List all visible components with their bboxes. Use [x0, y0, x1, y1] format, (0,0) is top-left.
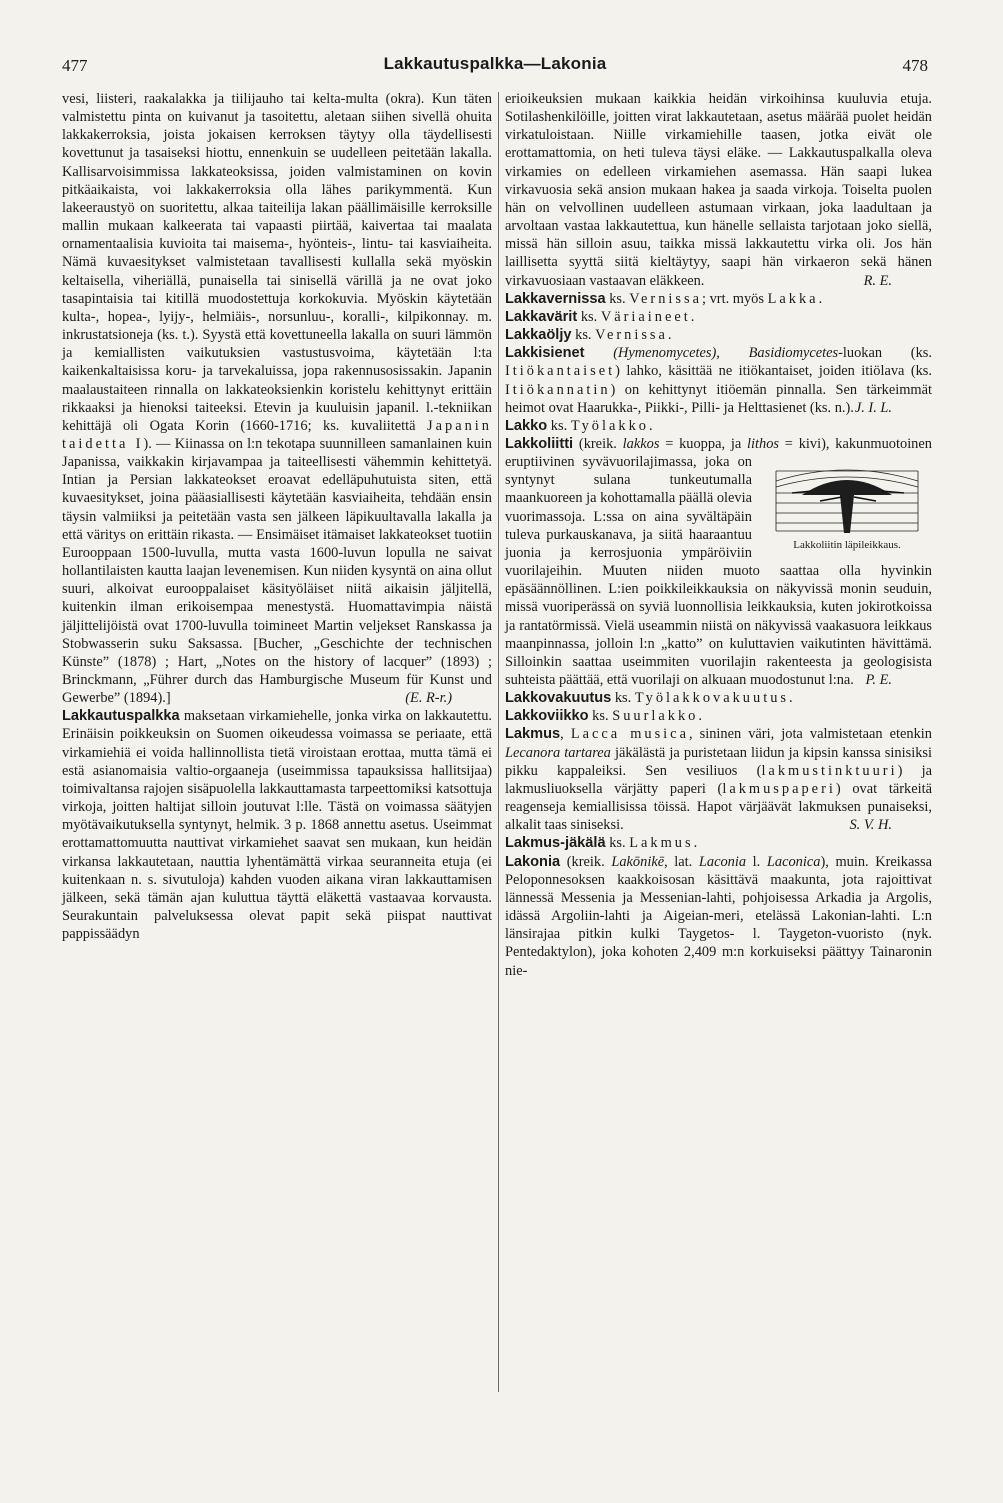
entry-lakko: Lakko ks. Työlakko.	[505, 417, 653, 434]
signature: P. E.	[865, 672, 892, 688]
entry-lakmus: Lakmus, Lacca musica, sininen väri, jota valmistetaan etenkin Lecanora tartarea jäkälästä ja puristetaan liidun ja kipsin kanssa sinisiksi pikku kappaleiksi. Sen vesiliuos (lakmustinktuuri) ja lakmusliuoksella värjätty paperi (lakmuspaperi) ovat tärkeitä reagenseja kemiallisissa töissä. Hapot värjäävät lakmuksen punaiseksi, alkalit taas siniseksi. S. V. H.	[505, 726, 933, 834]
left-column	[62, 90, 492, 943]
running-title: Lakkautuspalkka—Lakonia	[383, 54, 607, 73]
entry-lakmus-jakala: Lakmus-jäkälä ks. Lakmus.	[505, 835, 698, 852]
signature: (E. R-r.)	[405, 690, 452, 707]
laccolith-cross-section-illustration	[772, 457, 922, 535]
entry-lakkavernissa: Lakkavernissa ks. Vernissa; vrt. myös Lakka.	[505, 290, 823, 307]
entry-lakkoliitti: Lakkoliitti (kreik. lakkos = kuoppa, ja lithos Lakkoliitin läpileikkaus. = kivi), kakunmuotoinen eruptiivinen syvävuorilajimassa, joka on syntynyt sulana tunkeutumalla maankuoreen ja kohottamalla päällä olevia vuorimassoja. L:ssa on aina syvältäpäin tuleva purkauskanava, ja siitä haaraantuu juonia ja kerrosjuonia ympäröiviin vuorilajeihin. Muuten niiden muoto saattaa olla hyvinkin epäsäännöllinen. L:ien poikkileikkauksia on näkyvissä monin seuduin, missä vuoriperässä on syviä luonnollisia leikkauksia, kuten jokirotkoissa ja rantatörmissä. Vielä useammin niistä on näkyvissä vaakasuora leikkaus maanpinnassa, jolloin l:n „katto” on kuluttavien vaikutinten hävittämä. Silloinkin saattaa useimmiten vuorilajin rakenteesta ja geologisista suhteista päättää, että vuorilaji on alkuaan muodostunut l:na. P. E.	[505, 435, 932, 688]
right-column	[505, 90, 932, 980]
entry-lakkavarit: Lakkavärit ks. Väriaineet.	[505, 308, 695, 325]
laccolith-figure	[762, 457, 932, 553]
signature: S. V. H.	[849, 817, 892, 834]
headword: Lakkautuspalkka	[62, 708, 180, 725]
page-number-right: 478	[902, 56, 928, 75]
entry-lakkisienet: Lakkisienet (Hymenomycetes), Basidiomycetes-luokan (ks. Itiökantaiset) lahko, käsittää ne itiökantaiset, joiden itiölava (ks. Itiökannatin) on kehittynyt itiöemän pinnalla. Sen tärkeimmät heimot ovat Haarukka-, Piikki-, Pilli- ja Helttasienet (ks. n.). J. I. L.	[505, 345, 932, 416]
page-number-left: 477	[62, 56, 88, 75]
entry-lakka-continuation: vesi, liisteri, raakalakka ja tiilijauho tai kelta-multa (okra). Kun täten valmistettu pinta on kuivanut ja tasoitettu, aletaan siihen sivellä ohuita lakkakerroksia, joista jokaisen kerroksen täytyy olla täydellisesti kovettunut ja tasaiseksi hiottu, ennenkuin se uudelleen peitetään lakalla. Kallisarvoisimmissa lakkateoksissa, joiden valmistaminen on kovin pitkäaikaista, voi lakkakerroksia olla lähes parikymmentä. Kun lakeeraustyö on suoritettu, alkaa taiteilija lakan päällimäisille kerroksille mallin mukaan kalkeerata tai vapaasti piirtää, kaivertaa tai maalata ornamentaalisia kuvioita tai maisema-, hyönteis-, lintu- tai kasviaiheita. Nämä kuvaesitykset valmistetaan tavallisesti kullalla sekä myöskin keltaisella, viheriällä, punaisella tai sinisellä värillä ja ne ovat joko tasapintaisia tai kitillä muodostettuja korkokuvia. Myöskin käytetään kulta-, hopea-, lyijy-, helmiäis-, norsunluu-, koralli-, kilpikonnay. m. inkrustatsioneja (ks. t.). Syystä että kovettuneella lakalla on suuri lämmön ja kemiallisten vaikutuksien vastustusvoima, käytetään l:ta kaikenkaltaisissa koru- ja tarvekaluissa, jopa rakennusosissakin. Japanin maalaustaiteen rinnalla on lakkateoksienkin koristelu kehittynyt erittäin rikkaaksi ja hienoksi taiteeksi. Etevin ja kuuluisin japanil. l.-tekniikan kehittäjä oli Ogata Korin (1660-1716; ks. kuvaliitettä Japanin taidetta I). — Kiinassa on l:n tekotapa suunnilleen samanlainen kuin Japanissa, vaikkakin kirjavampaa ja taiteellisesti vähemmin kehittetyä. Intian ja Persian lakkateokset eroavat edelläpuhutuista siten, että kuvaesitykset, joina pääasiallisesti käytetään kasviaiheita, tehdään ensin täysin valmiiksi ja peitetään vasta sen jälkeen läpikuultavalla lakalla ja että väritys on erittäin rikasta. — Ensimäiset itämaiset lakkateokset tuotiin Eurooppaan 1500-luvulla, mutta vasta 1600-luvun lopulla ne saivat hollantilaisten kautta laajan levenemisen. Kun niiden kysyntä on aina ollut suuri, alkoivat eurooppalaiset käsityöläiset niitä aikaisin jäljitellä, kuitenkin ilman erikoisempaa menestystä. Huomattavimpia näistä jäljittelijöistä ovat 1700-luvulla toimineet Martin veljekset Ranskassa ja Stobwasserin suku Saksassa. [Bucher, „Geschichte der technischen Künste” (1878) ; Hart, „Notes on the history of lacquer” (1893) ; Brinckmann, „Führer durch das Hamburgische Museum für Kunst und Gewerbe” (1894).] (E. R-r.)	[62, 91, 492, 707]
figure-caption: Lakkoliitin läpileikkaus.	[793, 539, 901, 552]
entry-lakonia: Lakonia (kreik. Lakōnikē, lat. Laconia l. Laconica), muin. Kreikassa Peloponnesoksen kaakkoisosan käsittävä maakunta, jota rajoittivat lännessä Messenia ja Messenian-lahti, pohjoisessa Arkadia ja Argolis, idässä Argoliin-lahti ja Aigeian-meri, etelässä Lakonian-lahti. L:n länsirajaa pitkin kulki Taygetos- l. Taygeton-vuoristo (nyk. Pentedaktylon), joka kohoten 2,409 m:n korkuiseksi päättyy Tainaronin nie-	[505, 853, 932, 979]
entry-lakkautuspalkka: Lakkautuspalkka maksetaan virkamiehelle, jonka virka on lakkautettu. Erinäisin poikkeuksin on Suomen oikeudessa voimassa se periaate, että virkamiehiä ei voida hallinnollista tietä viroistaan erottaa, mutta tämä ei estä asianomaisia valtio-orgaaneja (useimmissa tapauksissa hallitsijaa) toimivaltansa rajojen sisäpuolella lakkauttamasta tarpeettomiksi katsottuja virkoja, joitten haltijat silloin joutuvat l:lle. Tästä on voimassa säätyjen myötävaikutuksella syntynyt, helmik. 3 p. 1868 annettu asetus. Useimmat erottamattomuutta nauttivat virkamiehet saavat sen mukaan, kun heidän virkansa lakkautetaan, nauttia lyhentämättä virkaa seuranneita etuja (ei kuitenkaan n. s. sivutuloja) kahden vuoden aikana viran lakkauttamisen jälkeen, sekä tämän ajan kuluttua täyttä eläkettä vastaavaa korvausta. Seurakuntain palveluksessa olevat papit sekä piispat nauttivat pappissäädyn	[62, 708, 492, 943]
signature: J. I. L.	[854, 399, 892, 416]
entry-lakkovakuutus: Lakkovakuutus ks. Työlakkovakuutus.	[505, 690, 793, 707]
entry-lakkoviikko: Lakkoviikko ks. Suurlakko.	[505, 708, 702, 725]
entry-lakkautuspalkka-continuation: erioikeuksien mukaan kaikkia heidän virkoihinsa kuuluvia etuja. Sotilashenkilöille, joitten virat lakkautetaan, asetus määrää puolet heidän virkatuloistaan. Niille virkamiehille taasen, jotka eivät ole erottamattomia, on heti tuleva täysi eläke. — Lakkautuspalkalla oleva virkamies on edelleen virkamiehen asemassa. Hän saapi lukea virkavuosia sekä ansion mukaan hakea ja saada virkoja. Toiselta puolen hän on velvollinen uudelleen astumaan virkaan, joka laadultaan ja arvoltaan vastaa lakkautettua, kun hänelle sellaista tarjotaan joko siellä, missä hän silloin asuu, taikka missä lakkautettu virka oli. Jos hän laillisetta syyttä siitä kieltäytyy, saapi hän virkaeron sekä hänen virkavuosiaan vastaavan eläkkeen. R. E.	[505, 91, 932, 289]
page-header	[62, 56, 928, 86]
column-divider	[498, 92, 499, 1392]
entry-lakkaoljy: Lakkaöljy ks. Vernissa.	[505, 327, 672, 344]
signature: R. E.	[863, 272, 892, 289]
